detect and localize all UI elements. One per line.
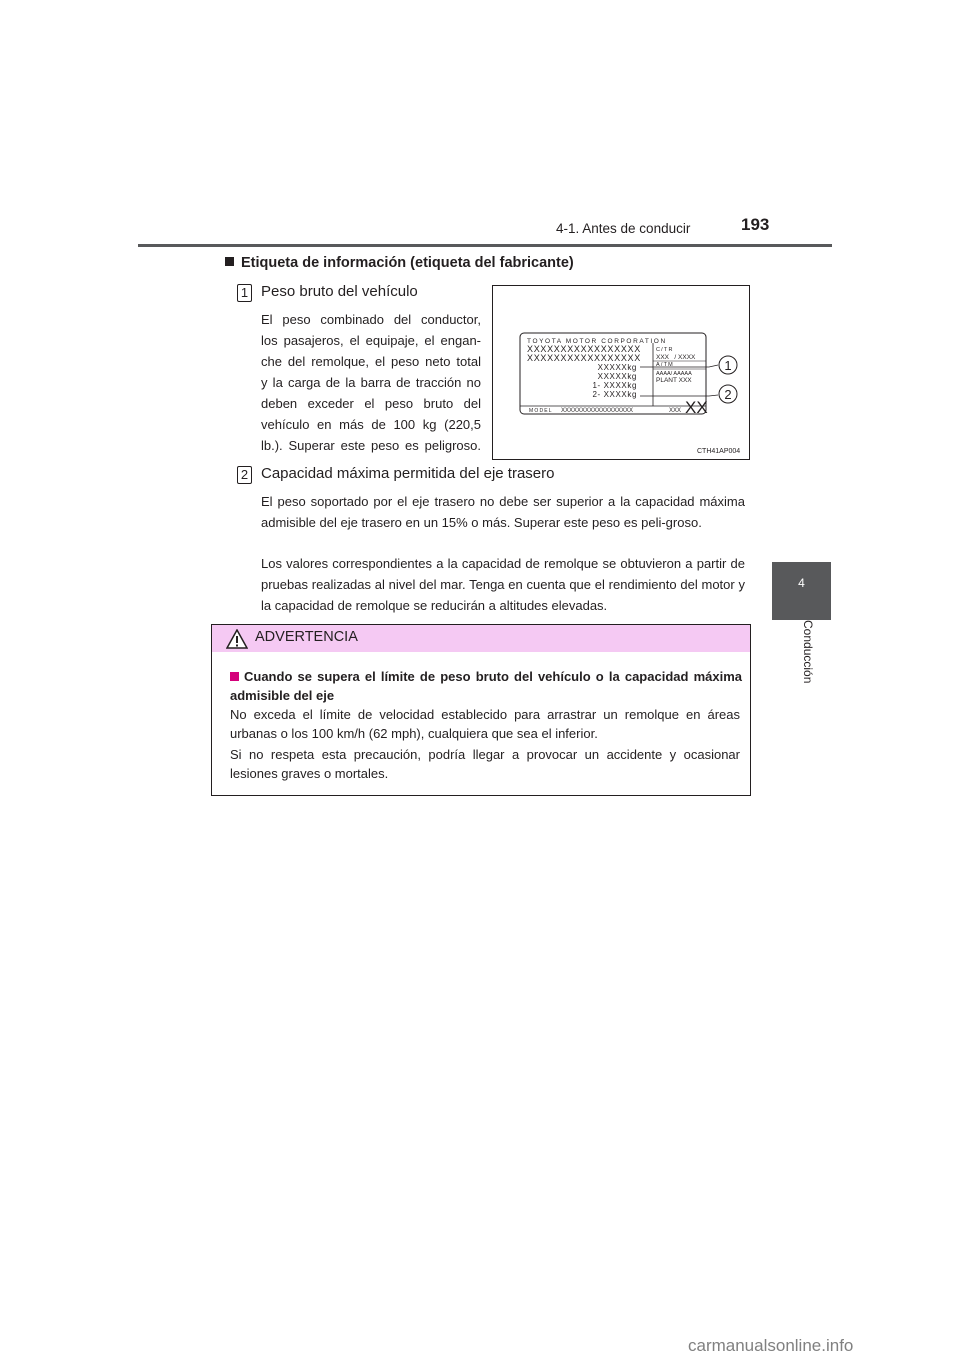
running-header-section: 4-1. Antes de conducir [556, 221, 691, 236]
label-model-value: XXXXXXXXXXXXXXXXXX [561, 408, 634, 414]
section-title [225, 255, 574, 271]
warning-paragraph-1: No exceda el límite de velocidad establecido para arrastrar un remolque en áreas urbanas o los 100 km/h (62 mph), cualquiera que sea el inferior. [230, 707, 740, 741]
label-row-text: XXXXXkg [597, 363, 637, 372]
item-number-2: 2 [237, 466, 252, 484]
warning-triangle-icon [226, 629, 248, 649]
item-1-body [261, 309, 481, 456]
callout-number-1: 1 [724, 358, 732, 373]
section-title-text: Etiqueta de información (etiqueta del fabricante) [241, 255, 574, 271]
item-number-1: 1 [237, 284, 252, 302]
label-xxx-text: XXX / XXXX [656, 354, 696, 361]
item-2-paragraph-2: Los valores correspondientes a la capacidad de remolque se obtuvieron a partir de pruebas realizadas al nivel del mar. Tenga en cuenta que el rendimiento del motor y la capacidad de remolque se reducirán a altitudes elevadas. [261, 556, 745, 613]
body-line: deben exceder el peso bruto del [261, 396, 481, 411]
square-bullet-icon [225, 257, 234, 266]
header-rule [138, 244, 832, 247]
callout-number-2: 2 [724, 387, 732, 402]
body-line: El peso combinado del conductor, [261, 312, 481, 327]
label-row-text: XXXXXkg [597, 372, 637, 381]
label-model-text: MODEL [529, 408, 553, 414]
watermark: carmanualsonline.info [688, 1336, 854, 1355]
chapter-number: 4 [798, 576, 805, 590]
item-heading-2: Capacidad máxima permitida del eje trasero [261, 465, 555, 482]
body-line: lb.). Superar este peso es peligroso. [261, 438, 481, 453]
label-small-xxx: XXX [669, 408, 682, 414]
warning-title: ADVERTENCIA [255, 629, 358, 645]
warning-subtitle-text: Cuando se supera el límite de peso bruto del vehículo o la capacidad máxima admisible del eje [230, 669, 742, 703]
label-row-text: XXXXXXXXXXXXXXXXX [527, 344, 641, 354]
square-bullet-icon [230, 672, 239, 681]
figure-id: CTH41AP004 [697, 448, 741, 455]
label-header-text: TOYOTA MOTOR CORPORATION [527, 338, 667, 345]
page-number: 193 [741, 215, 770, 234]
body-line: che del remolque, el peso neto total [261, 354, 481, 369]
manufacturer-label-figure [492, 285, 750, 460]
label-row-text: 1- XXXXkg [592, 381, 637, 390]
label-big-xx: XX [685, 398, 708, 417]
label-plant-text: PLANT XXX [656, 377, 692, 384]
body-line: y la carga de la barra de tracción no [261, 375, 481, 390]
label-row-text: 2- XXXXkg [592, 390, 637, 399]
body-line: los pasajeros, el equipaje, el engan- [261, 333, 481, 348]
label-code-text: AAAA/ AAAAA [656, 371, 692, 377]
item-heading-1: Peso bruto del vehículo [261, 283, 418, 300]
chapter-label: Conducción [801, 620, 815, 684]
label-row-text: XXXXXXXXXXXXXXXXX [527, 353, 641, 363]
label-ctr-text: C/TR [656, 347, 674, 353]
label-atm-text: A/TM [656, 362, 674, 368]
warning-paragraph-2: Si no respeta esta precaución, podría llegar a provocar un accidente y ocasionar lesiones graves o mortales. [230, 747, 740, 781]
warning-subtitle [230, 667, 742, 705]
item-2-paragraph-1: El peso soportado por el eje trasero no debe ser superior a la capacidad máxima admisible del eje trasero en un 15% o más. Superar este peso es peli-groso. [261, 494, 745, 530]
label-illustration [493, 286, 749, 459]
chapter-tab [772, 562, 831, 620]
body-line: vehículo en más de 100 kg (220,5 [261, 417, 481, 432]
